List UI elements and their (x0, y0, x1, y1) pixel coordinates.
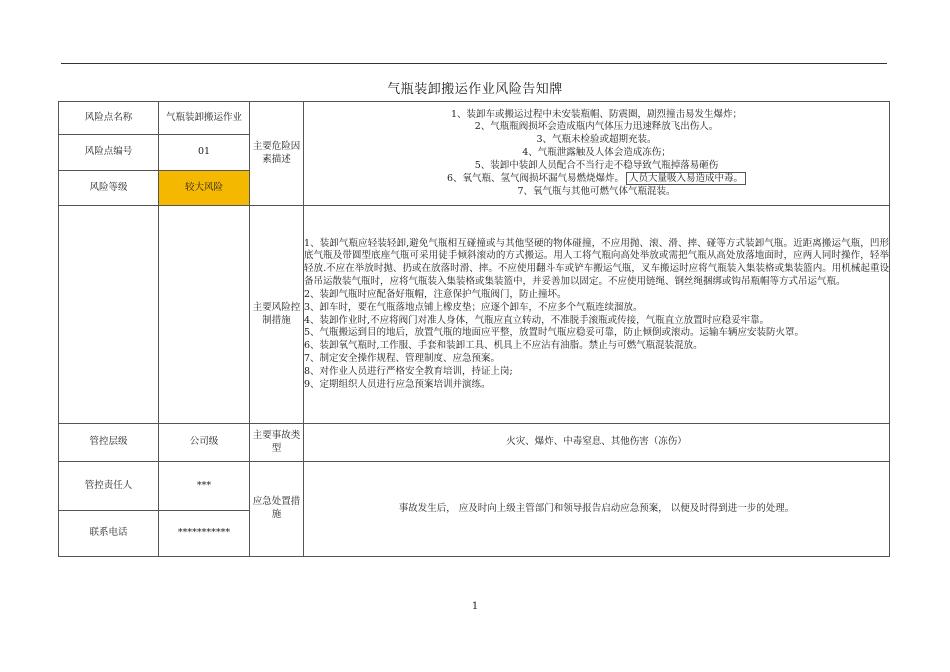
label-main-controls: 主要风险控制措施 (250, 206, 304, 424)
hazard-item: 4、气瓶泄露触及人体会造成冻伤； (522, 147, 671, 159)
label-control-level: 管控层级 (59, 424, 159, 462)
label-main-accident-types: 主要事故类型 (250, 424, 304, 462)
control-item: 8、对作业人员进行严格安全教育培训，持证上岗; (304, 365, 513, 377)
hazard-item-text: 6、氧气瓶、氢气阀损坏漏气易燃烧爆炸。 (446, 172, 625, 184)
control-item: 9、定期组织人员进行应急预案培训并演练。 (304, 378, 491, 390)
control-item: 6、装卸氧气瓶时,工作服、手套和装卸工具、机具上不应沾有油脂。禁止与可燃气瓶混装混放。 (304, 340, 703, 352)
control-item: 4、装卸作业时,不应将阀门对准人身体，气瓶应直立转动，不准脱手滚瓶或传接，气瓶直立放置时应稳妥牢靠。 (304, 314, 770, 326)
value-risk-level: 较大风险 (159, 171, 250, 206)
value-control-level: 公司级 (159, 424, 250, 462)
page-title: 气瓶装卸搬运作业风险告知牌 (387, 82, 563, 97)
label-risk-level: 风险等级 (59, 171, 159, 206)
hazard-boxed-note: 人员大量吸入易造成中毒。 (626, 172, 746, 185)
label-contact-phone: 联系电话 (59, 511, 159, 557)
label-risk-point-name: 风险点名称 (59, 102, 159, 135)
hazard-item (304, 173, 889, 186)
value-responsible-person: *** (159, 462, 250, 511)
label-emergency-measures: 应急处置措施 (250, 462, 304, 557)
value-contact-phone: *********** (159, 511, 250, 557)
hazard-item: 2、气瓶瓶阀损坏会造成瓶内气体压力迅速释放飞出伤人。 (474, 121, 719, 133)
empty-cell (59, 206, 159, 424)
value-risk-point-name: 气瓶装卸搬运作业 (159, 102, 250, 135)
control-item: 5、气瓶搬运到目的地后，放置气瓶的地面应平整，放置时气瓶应稳妥可靠，防止倾倒或滚动。运输车辆应安装防火罩。 (304, 327, 805, 339)
label-risk-point-no: 风险点编号 (59, 135, 159, 171)
value-risk-point-no: 01 (159, 135, 250, 171)
control-item: 2、装卸气瓶时应配备好瓶帽，注意保护气瓶阀门，防止撞坏。 (304, 288, 567, 300)
label-main-hazards: 主要危险因素描述 (250, 102, 304, 206)
risk-notice-table (58, 101, 890, 557)
control-item: 3、卸车时，要在气瓶落地点铺上橡皮垫；应逐个卸车，不应多个气瓶连续溜放。 (304, 301, 643, 313)
control-item: 1、装卸气瓶应轻装轻卸,避免气瓶相互碰撞或与其他坚硬的物体碰撞，不应用抛、滚、滑、摔、碰等方式装卸气瓶。近距离搬运气瓶，凹形底气瓶及带圆型底座气瓶可采用徒手倾斜滚动的方式搬运。用人工将气瓶向高处举放或需把气瓶从高处放落地面时，应两人同时操作，轻举轻放.不应在举放时抛、扔或在放落时滑、摔。不应使用翻斗车或铲车搬运气瓶，叉车搬运时应将气瓶装入集装格或集装篮内。用机械起重设备吊运散装气瓶时，应将气瓶装入集装格或集装篮中，并妥善加以固定。不应使用链绳、钢丝绳捆绑或钩吊瓶帽等方式吊运气瓶。 (304, 237, 889, 288)
emergency-measures-cell: 事故发生后， 应及时向上级主管部门和领导报告启动应急预案， 以便及时得到进一步的处理。 (304, 462, 890, 557)
accident-types-cell: 火灾、爆炸、中毒窒息、其他伤害（冻伤） (304, 424, 890, 462)
page-number: 1 (471, 601, 479, 612)
empty-cell (159, 206, 250, 424)
hazard-item: 5、装卸中装卸人员配合不当行走不稳导致气瓶掉落易砸伤 (474, 159, 719, 171)
hazard-item: 3、气瓶未检验或超期充装。 (536, 134, 657, 146)
hazard-item: 7、氧气瓶与其他可燃气体气瓶混装。 (517, 185, 676, 197)
label-responsible-person: 管控责任人 (59, 462, 159, 511)
control-item: 7、制定安全操作规程、管理制度、应急预案。 (304, 352, 501, 364)
hazards-cell (304, 102, 890, 206)
controls-cell (304, 206, 890, 424)
hazard-item: 1、装卸车或搬运过程中未安装瓶帽、防震圈，剧烈撞击易发生爆炸； (450, 108, 743, 120)
header-rule (61, 63, 887, 64)
